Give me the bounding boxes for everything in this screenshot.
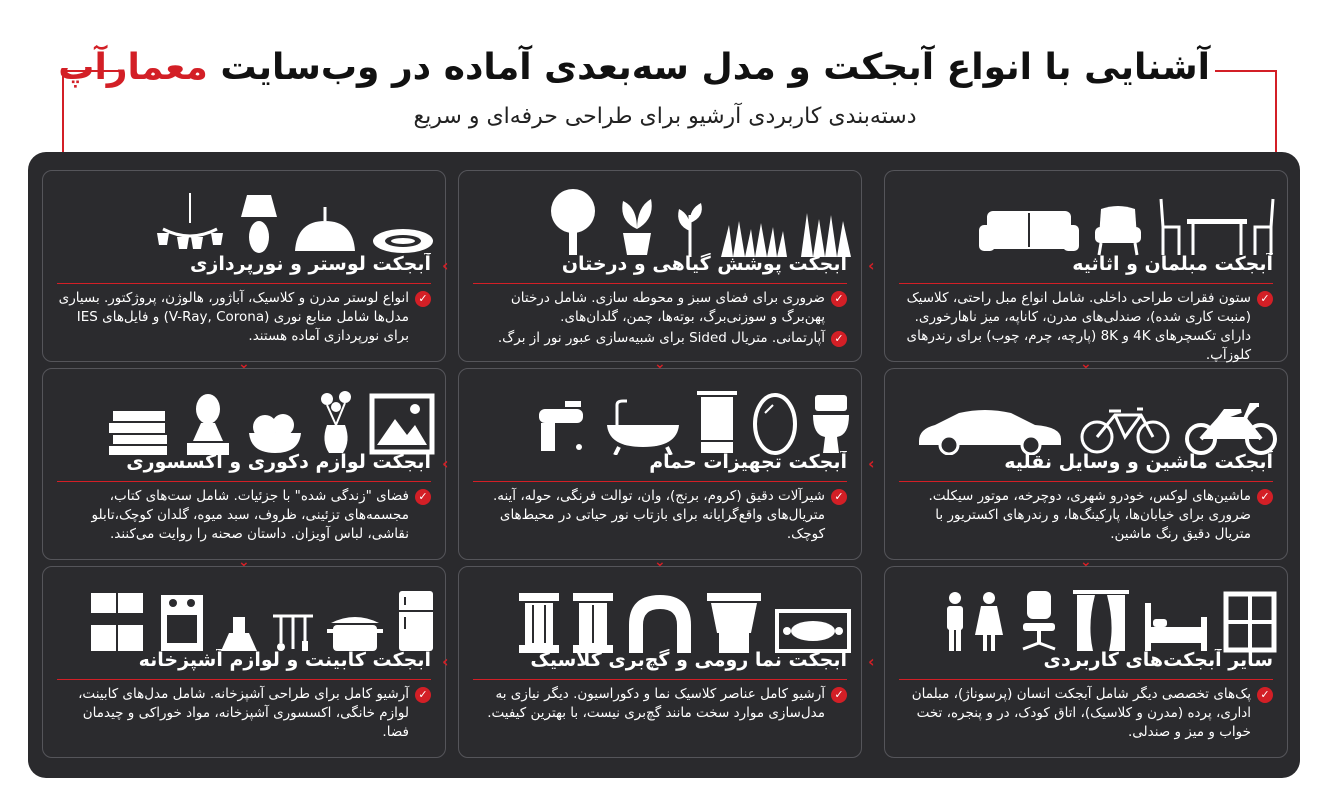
- card-divider: [57, 283, 431, 284]
- card-divider: [899, 481, 1273, 482]
- card-classic-facade[interactable]: [458, 566, 862, 758]
- bullet-text: انواع لوستر مدرن و کلاسیک، آباژور، هالوژن، پروژکتور. بسیاری مدل‌ها شامل منابع نوری (V-Ray, Corona) و فایل‌های IES برای نورپردازی آماده هستند.: [58, 290, 409, 344]
- capital-icon: [707, 593, 761, 653]
- card-plants[interactable]: [458, 170, 862, 362]
- people-icon: [941, 591, 1005, 653]
- icon-row: [53, 575, 435, 653]
- card-vehicles[interactable]: [884, 368, 1288, 560]
- card-divider: [473, 481, 847, 482]
- bullet-text: ماشین‌های لوکس، خودرو شهری، دوچرخه، موتور سیکلت. ضروری برای خیابان‌ها، پارکینگ‌ها، و رندرهای اکستریور با متریال دقیق رنگ ماشین.: [928, 488, 1251, 542]
- bullet-text: فضای "زندگی شده" با جزئیات. شامل ست‌های کتاب، مجسمه‌های تزئینی، ظروف، سبد میوه، گلدان کوچک،تابلو نقاشی، لباس آویزان. داستان صحنه را روایت می‌کنند.: [91, 488, 409, 542]
- chevron-left-icon: ‹: [868, 652, 875, 671]
- bullet-text: ستون فقرات طراحی داخلی. شامل انواع مبل راحتی، کلاسیک (منبت کاری شده)، صندلی‌های مدرن، کاناپه، میز ناهارخوری. دارای تکسچرهای 4K و 8K (پارچه، چرم، چوب) برای رندرهای کلوزآپ.: [906, 290, 1251, 363]
- icon-row: [469, 377, 851, 455]
- tree-icon: [545, 187, 601, 257]
- office-chair-icon: [1019, 591, 1059, 653]
- bust-sculpture-icon: [183, 393, 233, 455]
- bullet-list: [899, 487, 1273, 546]
- card-title: آبجکت مبلمان و اثاثیه: [1072, 253, 1273, 275]
- card-title: آبجکت لوازم دکوری و اکسسوری: [126, 451, 431, 473]
- list-item: [473, 289, 847, 327]
- chevron-left-icon: ‹: [442, 256, 449, 275]
- fruit-bowl-icon: [247, 411, 303, 455]
- check-icon: ✓: [415, 291, 431, 307]
- bed-icon: [1143, 601, 1209, 653]
- armchair-icon: [1093, 205, 1143, 257]
- tall-grass-icon: [801, 213, 851, 257]
- check-icon: ✓: [415, 687, 431, 703]
- check-icon: ✓: [831, 489, 847, 505]
- column-icon-2: [573, 593, 613, 653]
- list-item: [899, 685, 1273, 742]
- flower-vase-icon: [317, 391, 355, 455]
- bullet-text: آپارتمانی. متریال Sided برای شبیه‌سازی عبور نور از برگ.: [497, 330, 825, 346]
- list-item: [899, 487, 1273, 544]
- card-decor[interactable]: [42, 368, 446, 560]
- bullet-text: آرشیو کامل برای طراحی آشپزخانه. شامل مدل‌های کابینت، لوازم خانگی، اکسسوری آشپزخانه، مواد خوراکی و چیدمان فضا.: [78, 686, 409, 740]
- chevron-down-icon: ⌄: [1080, 356, 1092, 372]
- header-bracket-right: [1215, 70, 1277, 158]
- icon-row: [53, 377, 435, 455]
- list-item: [473, 329, 847, 348]
- kitchen-cabinet-icon: [89, 591, 145, 653]
- page-subtitle: دسته‌بندی کاربردی آرشیو برای طراحی حرفه‌ای و سریع: [413, 104, 917, 129]
- sofa-icon: [979, 207, 1079, 257]
- mirror-icon: [753, 393, 797, 455]
- card-other[interactable]: [884, 566, 1288, 758]
- title-main: آشنایی با انواع آبجکت و مدل سه‌بعدی آماده در وب‌سایت: [220, 47, 1210, 88]
- card-divider: [473, 283, 847, 284]
- toilet-icon: [811, 393, 851, 455]
- icon-row: [895, 179, 1277, 257]
- list-item: [473, 487, 847, 544]
- chevron-left-icon: ‹: [442, 652, 449, 671]
- table-lamp-icon: [239, 193, 279, 257]
- pendant-lamp-icon: [293, 207, 357, 257]
- icon-row: [895, 377, 1277, 455]
- card-title: آبجکت پوشش گیاهی و درختان: [561, 253, 847, 275]
- card-title: آبجکت تجهیزات حمام: [649, 451, 847, 473]
- list-item: [57, 487, 431, 544]
- chevron-down-icon: ⌄: [1080, 554, 1092, 570]
- pot-icon: [327, 613, 383, 653]
- card-divider: [899, 679, 1273, 680]
- card-title: سایر آبجکت‌های کاربردی: [1043, 649, 1273, 671]
- header-bracket-left: [62, 70, 124, 158]
- dining-table-icon: [1157, 197, 1277, 257]
- card-title: آبجکت لوستر و نورپردازی: [189, 253, 431, 275]
- card-title: آبجکت نما رومی و گچ‌بری کلاسیک: [530, 649, 847, 671]
- grass-icon: [721, 221, 787, 257]
- bullet-text: پک‌های تخصصی دیگر شامل آبجکت انسان (پرسوناژ)، مبلمان اداری، پرده (مدرن و کلاسیک)، اتاق کودک، در و پنجره، تخت خواب و میز و صندلی.: [911, 686, 1251, 740]
- card-divider: [57, 679, 431, 680]
- check-icon: ✓: [1257, 291, 1273, 307]
- bullet-text: آرشیو کامل عناصر کلاسیک نما و دکوراسیون. دیگر نیازی به مدل‌سازی موارد سخت مانند گچ‌بری نیست، با بهترین کیفیت.: [487, 686, 825, 721]
- hood-icon: [219, 617, 259, 653]
- categories-panel: [28, 152, 1300, 778]
- chevron-down-icon: ⌄: [238, 356, 250, 372]
- list-item: [57, 685, 431, 742]
- chevron-down-icon: ⌄: [654, 356, 666, 372]
- potted-plant-icon: [615, 193, 659, 257]
- check-icon: ✓: [1257, 687, 1273, 703]
- check-icon: ✓: [1257, 489, 1273, 505]
- motorcycle-icon: [1185, 401, 1277, 455]
- stove-icon: [159, 593, 205, 653]
- bullet-list: [57, 289, 431, 348]
- painting-frame-icon: [369, 393, 435, 455]
- chevron-left-icon: ‹: [442, 454, 449, 473]
- check-icon: ✓: [831, 331, 847, 347]
- card-divider: [899, 283, 1273, 284]
- brand-name: معمارآپ: [58, 47, 208, 88]
- bullet-list: [473, 685, 847, 725]
- card-bathroom[interactable]: [458, 368, 862, 560]
- chevron-down-icon: ⌄: [238, 554, 250, 570]
- column-icon: [519, 593, 559, 653]
- check-icon: ✓: [415, 489, 431, 505]
- chandelier-icon: [155, 193, 225, 257]
- bicycle-icon: [1079, 405, 1171, 455]
- icon-row: [469, 575, 851, 653]
- bullet-list: [899, 685, 1273, 744]
- bullet-text: شیرآلات دقیق (کروم، برنج)، وان، توالت فرنگی، حوله، آینه. متریال‌های واقع‌گرایانه برای بازتاب نور حیاتی در محیط‌های کوچک.: [492, 488, 825, 542]
- arch-icon: [627, 593, 693, 653]
- card-title: آبجکت ماشین و وسایل نقلیه: [1004, 451, 1273, 473]
- check-icon: ✓: [831, 687, 847, 703]
- icon-row: [53, 179, 435, 257]
- bullet-list: [473, 487, 847, 546]
- list-item: [899, 289, 1273, 365]
- utensils-icon: [273, 613, 313, 653]
- card-divider: [57, 481, 431, 482]
- check-icon: ✓: [831, 291, 847, 307]
- small-plant-icon: [673, 201, 707, 257]
- fridge-icon: [397, 589, 435, 653]
- chevron-down-icon: ⌄: [654, 554, 666, 570]
- card-title: آبجکت کابینت و لوازم آشپزخانه: [138, 649, 431, 671]
- ornament-panel-icon: [775, 609, 851, 653]
- bullet-list: [57, 487, 431, 546]
- curtain-icon: [1073, 589, 1129, 653]
- window-icon: [1223, 591, 1277, 653]
- card-kitchen[interactable]: [42, 566, 446, 758]
- card-divider: [473, 679, 847, 680]
- chevron-left-icon: ‹: [868, 256, 875, 275]
- bullet-list: [57, 685, 431, 744]
- bathtub-icon: [605, 399, 681, 455]
- page-title: [58, 40, 1210, 96]
- faucet-icon: [535, 399, 591, 455]
- bullet-list: [473, 289, 847, 350]
- books-icon: [109, 409, 169, 455]
- icon-row: [469, 179, 851, 257]
- list-item: [473, 685, 847, 723]
- icon-row: [895, 575, 1277, 653]
- card-lighting[interactable]: [42, 170, 446, 362]
- card-furniture[interactable]: [884, 170, 1288, 362]
- bullet-text: ضروری برای فضای سبز و محوطه سازی. شامل درختان پهن‌برگ و سوزنی‌برگ، بوته‌ها، چمن، گلدان‌های.: [510, 290, 825, 325]
- list-item: [57, 289, 431, 346]
- towel-icon: [695, 389, 739, 455]
- car-icon: [915, 405, 1065, 455]
- chevron-left-icon: ‹: [868, 454, 875, 473]
